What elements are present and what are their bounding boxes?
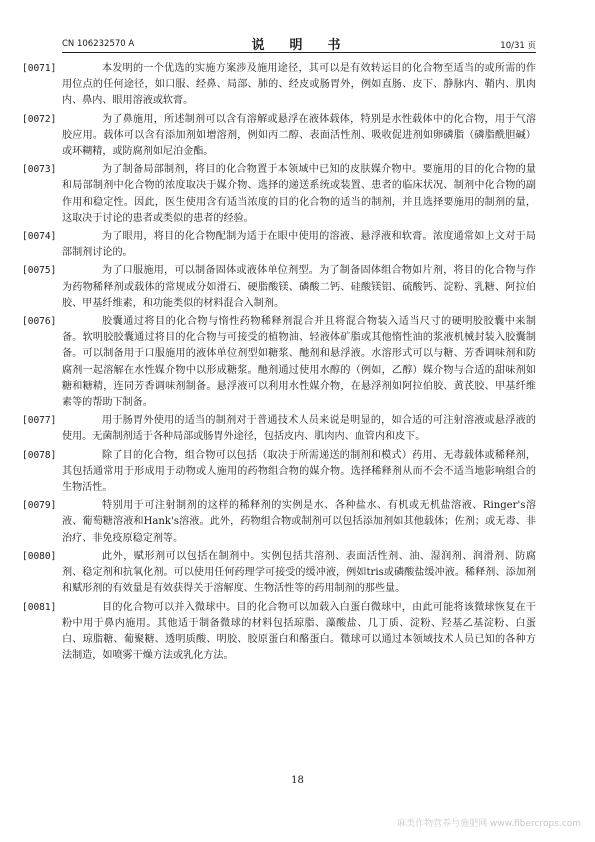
page-header — [62, 34, 536, 53]
document-body — [22, 61, 536, 666]
paragraph-number: [0079] — [22, 500, 57, 512]
paragraph-0078 — [22, 448, 536, 497]
paragraph-number: [0080] — [22, 550, 57, 562]
paragraph-0075 — [22, 263, 536, 312]
paragraph-0079 — [22, 498, 536, 547]
paragraph-0071 — [22, 61, 536, 110]
paragraph-number: [0076] — [22, 316, 57, 328]
paragraph-number: [0078] — [22, 449, 57, 461]
page-indicator: 10/31 页 — [500, 41, 536, 51]
paragraph-0077 — [22, 413, 536, 445]
patent-number: CN 106232570 A — [62, 39, 135, 49]
paragraph-text: 除了目的化合物，组合物可以包括（取决于所需递送的制剂和模式）药用、无毒载体或稀释剂，其包括通常用于形成用于动物或人施用的药物组合物的媒介物。选择稀释剂从而不会不适当地影响组合的生物活性。 — [62, 449, 536, 494]
paragraph-number: [0073] — [22, 164, 57, 176]
paragraph-0080 — [22, 549, 536, 598]
paragraph-number: [0072] — [22, 113, 57, 125]
paragraph-text: 为了口服施用，可以制备固体或液体单位剂型。为了制备固体组合物如片剂，将目的化合物与作为药物稀释剂或载体的常规成分如滑石、硬脂酸镁、磷酸二钙、硅酸镁铝、硫酸钙、淀粉、乳糖、阿拉伯胶、甲基纤维素，和功能类似的材料混合入制剂。 — [62, 265, 536, 309]
paragraph-number: [0077] — [22, 415, 57, 427]
paragraph-0081 — [22, 600, 536, 665]
paragraph-0073 — [22, 162, 536, 227]
paragraph-text: 本发明的一个优选的实施方案涉及施用途径，其可以是有效转运目的化合物至适当的或所需的作用位点的任何途径，如口服、经鼻、局部、肺的、经皮或肠胃外，例如直肠、皮下、静脉内、鞘内、肌肉内、鼻内、眼用溶液或软膏。 — [62, 63, 536, 107]
paragraph-text: 目的化合物可以并入微球中。目的化合物可以加载入白蛋白微球中，由此可能将该微球恢复在干粉中用于鼻内施用。其他适于制备微球的材料包括琼脂、藻酸盐、几丁质、淀粉、羟基乙基淀粉、白蛋白、琼脂糖、葡聚糖、透明质酸、明胶、胶原蛋白和酪蛋白。微球可以通过本领域技术人员已知的各种方法制造，如喷雾干燥方法或乳化方法。 — [62, 601, 536, 662]
paragraph-0074 — [22, 229, 536, 261]
paragraph-0072 — [22, 112, 536, 161]
document-title: 说 明 书 — [251, 38, 347, 53]
paragraph-text: 用于肠胃外使用的适当的制剂对于普通技术人员来说是明显的，如合适的可注射溶液或悬浮液的使用。无菌制剂适于各种局部或肠胃外途径，包括皮内、肌肉内、血管内和皮下。 — [62, 415, 536, 443]
paragraph-text: 为了眼用，将目的化合物配制为适于在眼中使用的溶液、悬浮液和软膏。浓度通常如上文对于局部制剂讨论的。 — [62, 231, 536, 259]
paragraph-text: 为了制备局部制剂，将目的化合物置于本领域中已知的皮肤媒介物中。要施用的目的化合物的量和局部制剂中化合物的浓度取决于媒介物、选择的递送系统或装置、患者的临床状况、制剂中化合物的副作用和稳定性。因此，医生使用含有适当浓度的目的化合物的适当的制剂，并且选择要施用的制剂的量，这取决于讨论的患者或类似的患者的经验。 — [62, 164, 536, 224]
paragraph-text: 为了鼻施用，所述制剂可以含有溶解或悬浮在液体载体，特别是水性载体中的化合物，用于气溶胶应用。载体可以含有添加剂如增溶剂，例如丙二醇、表面活性剂、吸收促进剂如卵磷脂（磷脂酰胆碱）或环糊精，或防腐剂如尼泊金酯。 — [62, 113, 536, 158]
paragraph-text: 此外，赋形剂可以包括在制剂中。实例包括共溶剂、表面活性剂、油、湿润剂、润滑剂、防腐剂、稳定剂和抗氧化剂。可以使用任何药理学可接受的缓冲液，例如tris或磷酸盐缓冲液。稀释剂、添加剂和赋形剂的有效量是有效获得关于溶解度、生物活性等的药用制剂的那些量。 — [62, 550, 536, 595]
watermark: 麻类作物营养与施肥网 www.fibercrops.com — [397, 819, 581, 829]
paragraph-0076 — [22, 314, 536, 411]
page-number: 18 — [291, 775, 304, 786]
paragraph-number: [0074] — [22, 231, 57, 243]
paragraph-text: 胶囊通过将目的化合物与惰性药物稀释剂混合并且将混合物装入适当尺寸的硬明胶胶囊中来制备。软明胶胶囊通过将目的化合物与可接受的植物油、轻液体矿脂或其他惰性油的浆液机械封装入胶囊制备。可以制备用于口服施用的液体单位剂型如糖浆、酏剂和悬浮液。水溶形式可以与糖、芳香调味剂和防腐剂一起溶解在水性媒介物中以形成糖浆。酏剂通过使用水醇的（例如，乙醇）媒介物与合适的甜味剂如糖和糖精，连同芳香调味剂制备。悬浮液可以利用水性媒介物，在悬浮剂如阿拉伯胶、黄芪胶、甲基纤维素等的帮助下制备。 — [62, 316, 536, 409]
paragraph-number: [0081] — [22, 601, 57, 613]
paragraph-text: 特别用于可注射制剂的这样的稀释剂的实例是水、各种盐水、有机或无机盐溶液、Ringer's溶液、葡萄糖溶液和Hank's溶液。此外，药物组合物或制剂可以包括添加剂如其他载体；佐剂；或无毒、非治疗、非免疫原稳定剂等。 — [62, 500, 536, 544]
paragraph-number: [0075] — [22, 265, 57, 277]
paragraph-number: [0071] — [22, 63, 57, 74]
